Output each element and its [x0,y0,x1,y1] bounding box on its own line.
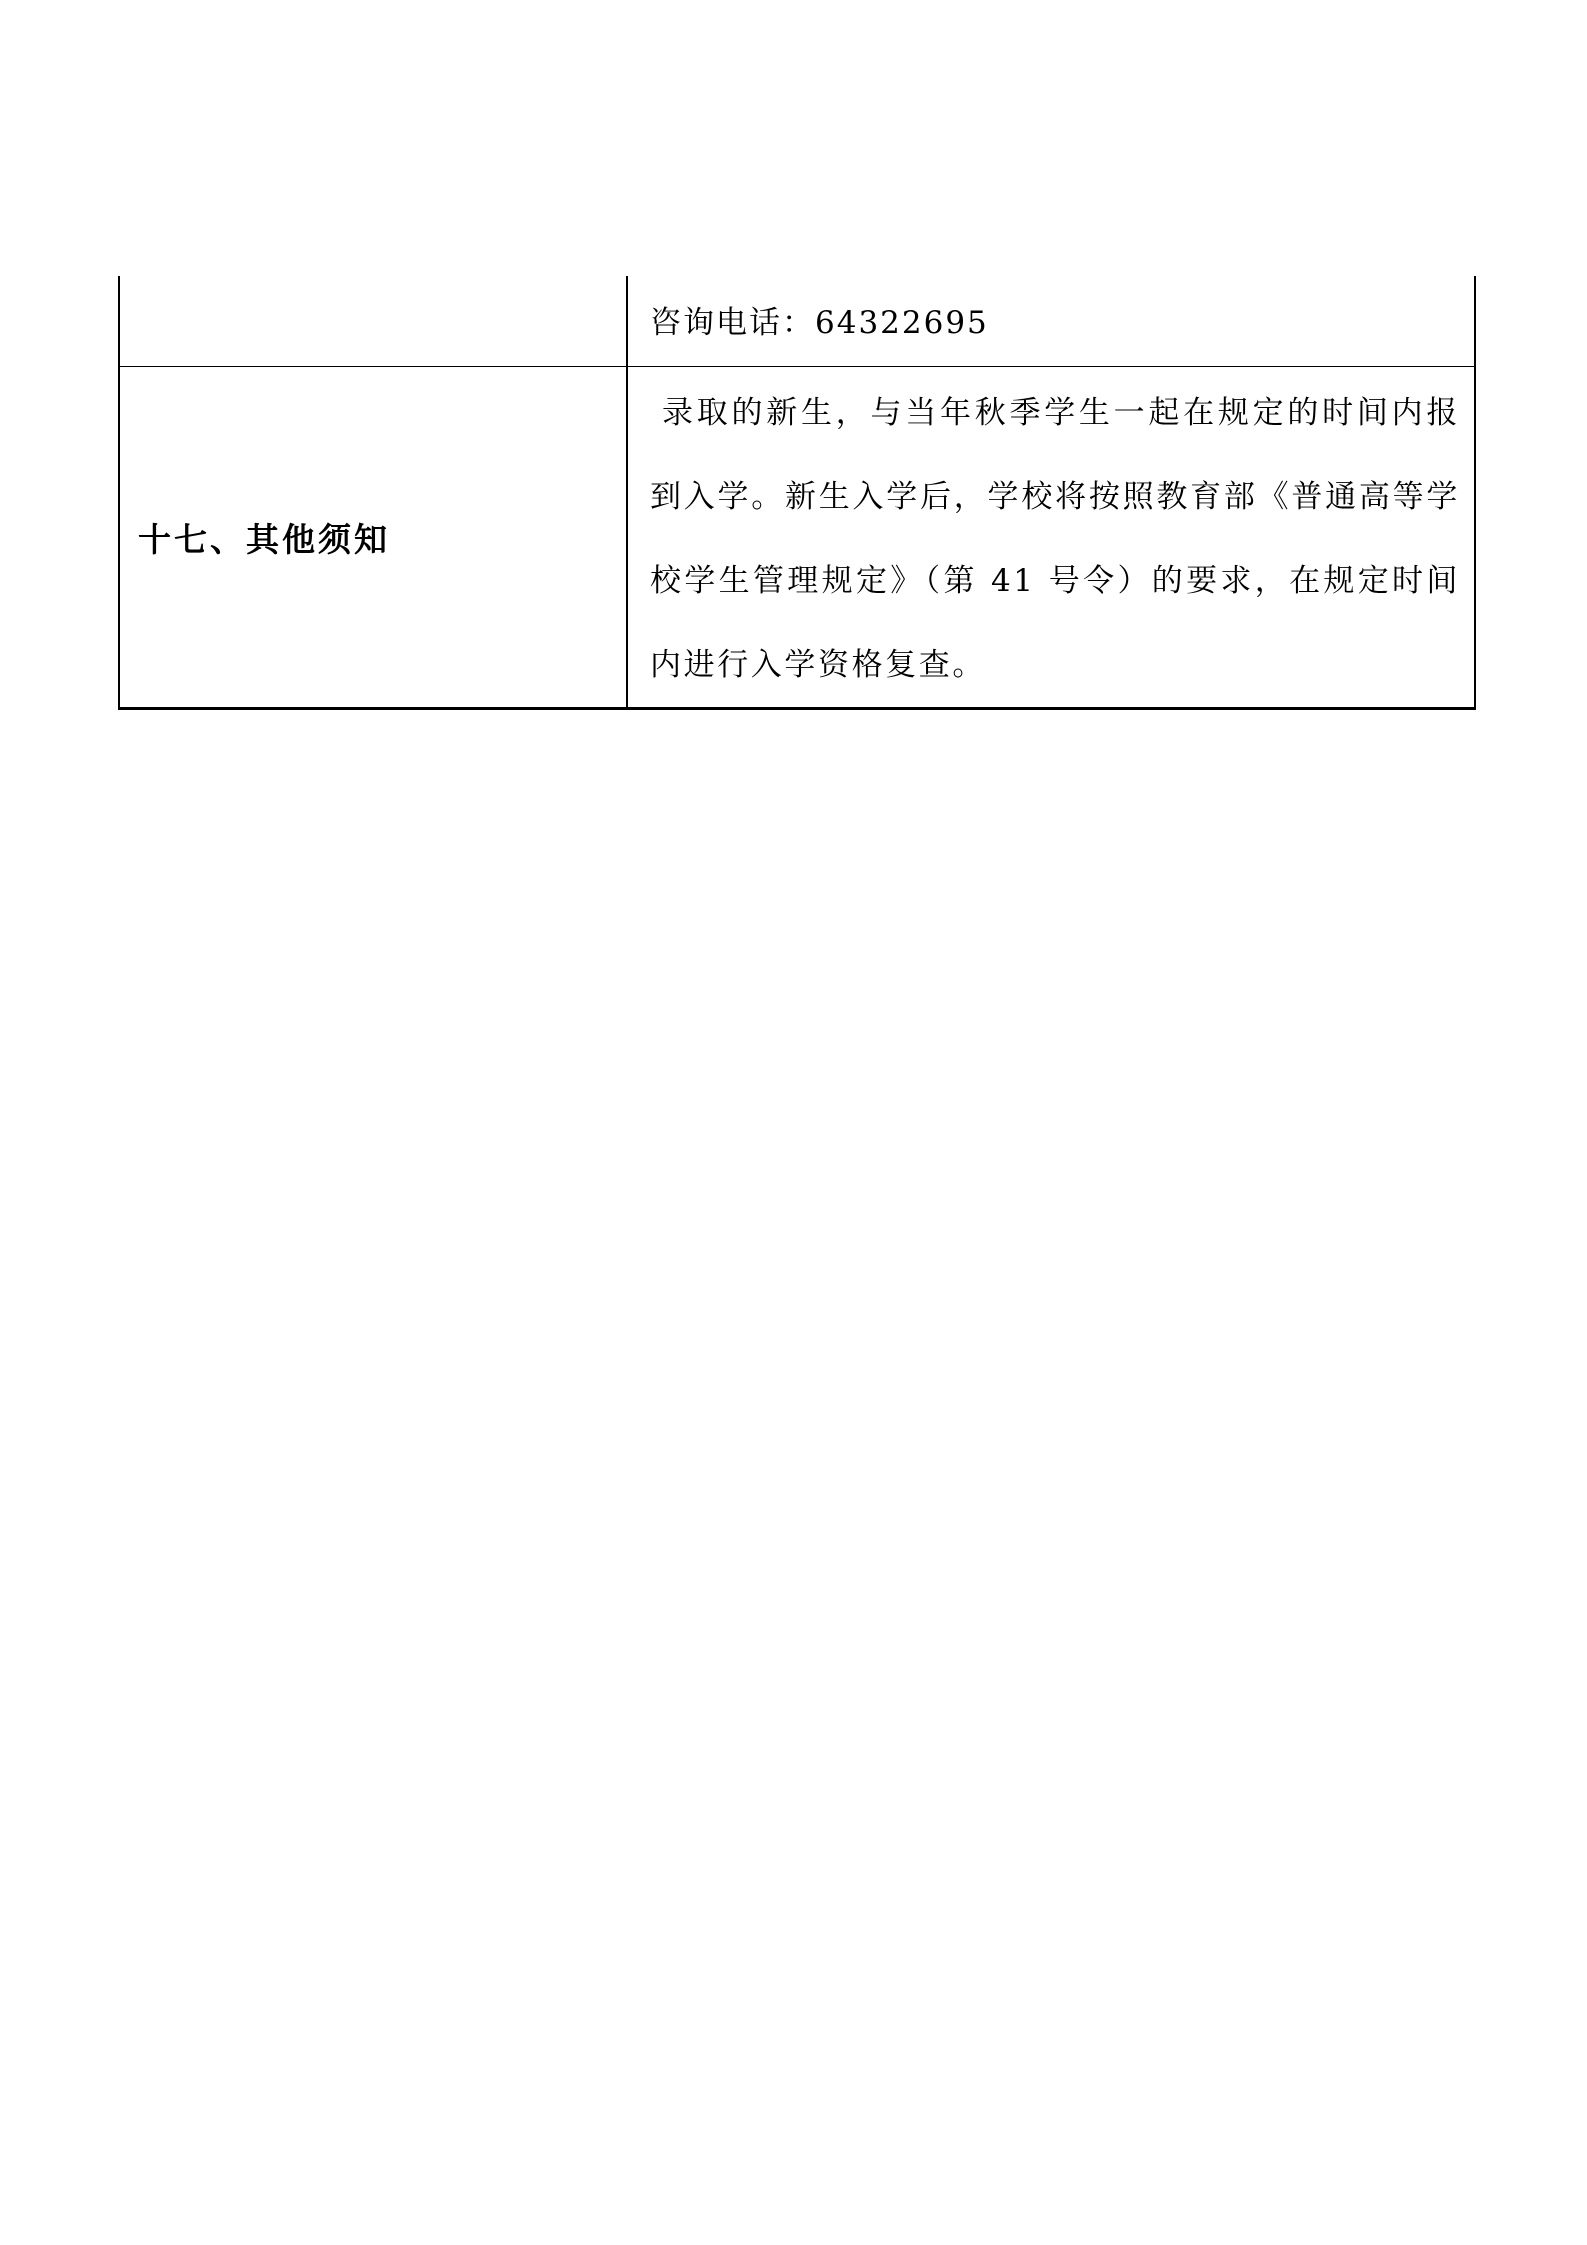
contact-phone-text: 咨询电话：64322695 [650,305,989,341]
section-label: 十七、其他须知 [138,519,390,559]
table-cell-label [119,367,627,709]
table-row-contact [119,276,1475,367]
info-table [118,276,1476,710]
table-cell-content [627,367,1475,709]
table-cell-content [627,276,1475,367]
section-content: 录取的新生，与当年秋季学生一起在规定的时间内报到入学。新生入学后，学校将按照教育部《普通高等学校学生管理规定》（第 41 号令）的要求，在规定时间内进行入学资格复查。 [650,395,1460,683]
table-row-other-notices [119,367,1475,709]
table-cell-label [119,276,627,367]
